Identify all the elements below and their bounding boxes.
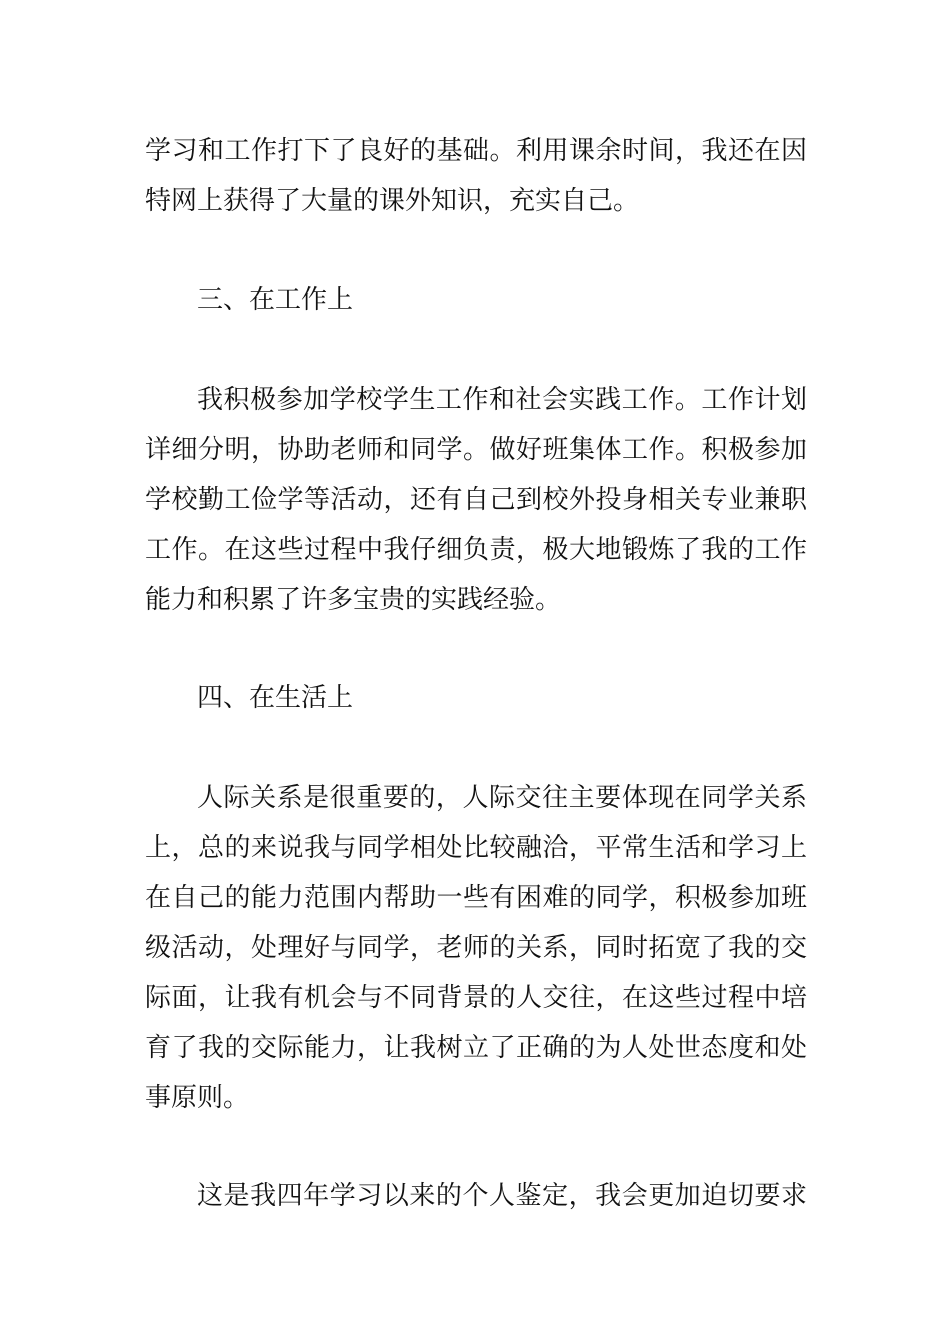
paragraph-line: 育了我的交际能力，让我树立了正确的为人处世态度和处 <box>145 1033 807 1063</box>
paragraph-line: 这是我四年学习以来的个人鉴定，我会更加迫切要求 <box>197 1181 807 1211</box>
paragraph-line: 详细分明，协助老师和同学。做好班集体工作。积极参加 <box>145 435 807 465</box>
paragraph-line: 工作。在这些过程中我仔细负责，极大地锻炼了我的工作 <box>145 535 807 565</box>
paragraph-line: 我积极参加学校学生工作和社会实践工作。工作计划 <box>197 385 807 415</box>
paragraph-line: 在自己的能力范围内帮助一些有困难的同学，积极参加班 <box>145 883 807 913</box>
paragraph-line: 学校勤工俭学等活动，还有自己到校外投身相关专业兼职 <box>145 485 807 515</box>
paragraph-line: 学习和工作打下了良好的基础。利用课余时间，我还在因 <box>145 136 807 166</box>
paragraph-line: 级活动，处理好与同学，老师的关系，同时拓宽了我的交 <box>145 933 807 963</box>
section-heading-work: 三、在工作上 <box>197 285 354 315</box>
paragraph-line: 际面，让我有机会与不同背景的人交往，在这些过程中培 <box>145 983 807 1013</box>
paragraph-line: 特网上获得了大量的课外知识，充实自己。 <box>145 186 640 216</box>
section-heading-life: 四、在生活上 <box>197 683 354 713</box>
paragraph-line: 人际关系是很重要的，人际交往主要体现在同学关系 <box>197 783 807 813</box>
paragraph-line: 上，总的来说我与同学相处比较融洽，平常生活和学习上 <box>145 833 807 863</box>
paragraph-line: 事原则。 <box>145 1083 250 1113</box>
paragraph-line: 能力和积累了许多宝贵的实践经验。 <box>145 585 562 615</box>
